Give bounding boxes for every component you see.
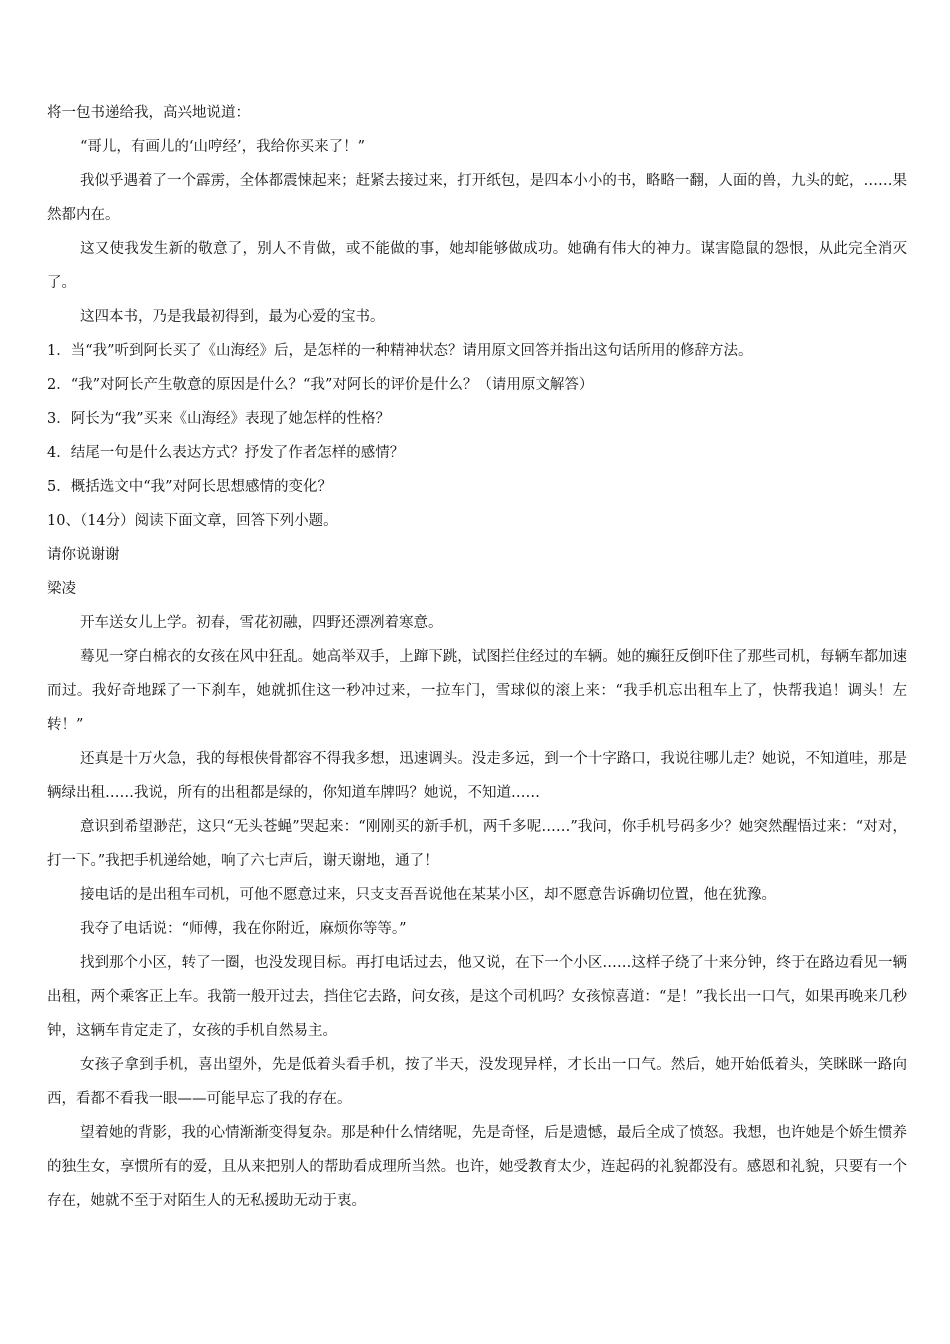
article-paragraph-1: 开车送女儿上学。初春，雪花初融，四野还漂冽着寒意。 bbox=[80, 615, 443, 631]
question-4: 4．结尾一句是什么表达方式？抒发了作者怎样的感情？ bbox=[47, 445, 405, 461]
article-paragraph-6: 我夺了电话说：“师傅，我在你附近，麻烦你等等。” bbox=[80, 921, 407, 937]
paragraph-1: 将一包书递给我，高兴地说道： bbox=[47, 105, 250, 121]
article-author: 梁凌 bbox=[47, 581, 76, 597]
article-paragraph-2: 蓦见一穿白棉衣的女孩在风中狂乱。她高举双手，上蹿下跳，试图拦住经过的车辆。她的癫狂反倒吓住了那些司机，每辆车都加速而过。我好奇地踩了一下刹车，她就抓住这一秒冲过来，一拉车门，雪球似的滚上来：“我手机忘出租车上了，快帮我追！调头！左转！” bbox=[47, 649, 907, 733]
paragraph-4: 这又使我发生新的敬意了，别人不肯做，或不能做的事，她却能够做成功。她确有伟大的神力。谋害隐鼠的怨恨，从此完全消灭了。 bbox=[47, 241, 907, 291]
section-heading: 10、（14分）阅读下面文章，回答下列小题。 bbox=[47, 513, 338, 529]
document-page bbox=[47, 96, 907, 1218]
paragraph-3: 我似乎遇着了一个霹雳，全体都震悚起来；赶紧去接过来，打开纸包，是四本小小的书，略略一翻，人面的兽，九头的蛇，……果然都内在。 bbox=[47, 173, 907, 223]
question-2: 2．“我”对阿长产生敬意的原因是什么？“我”对阿长的评价是什么？（请用原文解答） bbox=[47, 377, 594, 393]
article-title: 请你说谢谢 bbox=[47, 547, 120, 563]
article-paragraph-9: 望着她的背影，我的心情渐渐变得复杂。那是种什么情绪呢，先是奇怪，后是遗憾，最后全成了愤怒。我想，也许她是个娇生惯养的独生女，享惯所有的爱，且从来把别人的帮助看成理所当然。也许，她受教育太少，连起码的礼貌都没有。感恩和礼貌，只要有一个存在，她就不至于对陌生人的无私援助无动于衷。 bbox=[47, 1125, 907, 1209]
paragraph-2: “哥儿，有画儿的‘山哼经’，我给你买来了！” bbox=[80, 139, 366, 155]
article-paragraph-7: 找到那个小区，转了一圈，也没发现目标。再打电话过去，他又说，在下一个小区……这样子绕了十来分钟，终于在路边看见一辆出租，两个乘客正上车。我箭一般开过去，挡住它去路，问女孩，是这个司机吗？女孩惊喜道：“是！”我长出一口气，如果再晚来几秒钟，这辆车肯定走了，女孩的手机自然易主。 bbox=[47, 955, 907, 1039]
question-5: 5．概括选文中“我”对阿长思想感情的变化？ bbox=[47, 479, 333, 495]
paragraph-5: 这四本书，乃是我最初得到，最为心爱的宝书。 bbox=[80, 309, 385, 325]
question-3: 3．阿长为“我”买来《山海经》表现了她怎样的性格？ bbox=[47, 411, 391, 427]
article-paragraph-3: 还真是十万火急，我的每根侠骨都容不得我多想，迅速调头。没走多远，到一个十字路口，我说往哪儿走？她说，不知道哇，那是辆绿出租……我说，所有的出租都是绿的，你知道车牌吗？她说，不知道…… bbox=[47, 751, 907, 801]
article-paragraph-8: 女孩子拿到手机，喜出望外，先是低着头看手机，按了半天，没发现异样，才长出一口气。然后，她开始低着头，笑眯眯一路向西，看都不看我一眼——可能早忘了我的存在。 bbox=[47, 1057, 907, 1107]
article-paragraph-4: 意识到希望渺茫，这只“无头苍蝇”哭起来：“刚刚买的新手机，两千多呢……”我问，你手机号码多少？她突然醒悟过来：“对对，打一下。”我把手机递给她，响了六七声后，谢天谢地，通了！ bbox=[47, 819, 907, 869]
question-1: 1．当“我”听到阿长买了《山海经》后，是怎样的一种精神状态？请用原文回答并指出这句话所用的修辞方法。 bbox=[47, 343, 753, 359]
article-paragraph-5: 接电话的是出租车司机，可他不愿意过来，只支支吾吾说他在某某小区，却不愿意告诉确切位置，他在犹豫。 bbox=[80, 887, 776, 903]
